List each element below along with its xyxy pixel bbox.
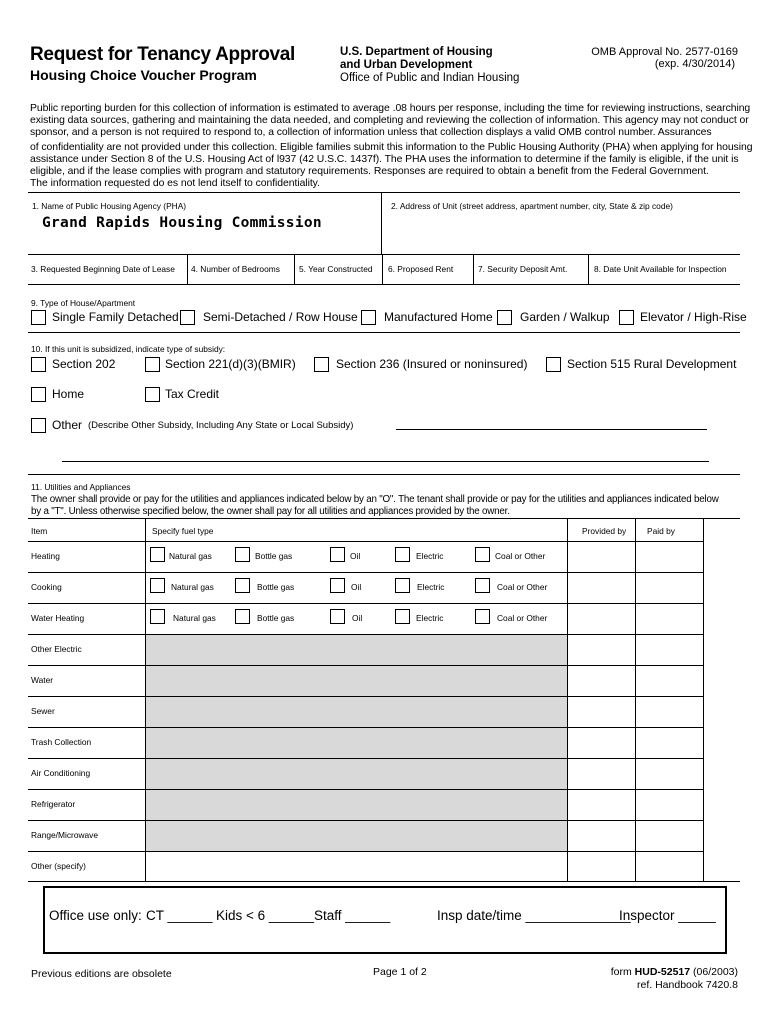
fuel-label: Oil [350, 551, 361, 561]
page-number: Page 1 of 2 [373, 966, 427, 978]
divider [382, 254, 383, 284]
item-label: Range/Microwave [31, 830, 99, 840]
table-row-divider [28, 603, 704, 604]
manufactured-home-checkbox[interactable] [361, 310, 376, 325]
fuel-checkbox[interactable] [330, 578, 345, 593]
divider [381, 192, 382, 254]
form-number: HUD-52517 [634, 966, 691, 978]
office-insp-date-field[interactable]: Insp date/time ______________ [437, 908, 631, 923]
confidentiality-last-line: The information requested do es not lend itself to confidentiality. [30, 178, 320, 189]
office-use-label: Office use only: [49, 908, 142, 923]
column-header-paid-by: Paid by [647, 526, 675, 536]
item-label: Trash Collection [31, 737, 92, 747]
home-label: Home [52, 387, 85, 401]
utilities-instructions-1: The owner shall provide or pay for the utilities and appliances indicated below by an "O". The tenant shall provide or pay for the utilities and appliances indicated below [31, 494, 719, 505]
item-label: Heating [31, 551, 60, 561]
fuel-label: Coal or Other [497, 613, 548, 623]
fuel-checkbox[interactable] [150, 547, 165, 562]
table-row-divider [28, 541, 704, 542]
office-kids-field[interactable]: Kids < 6 ______ [216, 908, 314, 923]
item-label: Refrigerator [31, 799, 76, 809]
confidentiality-paragraph: of confidentiality are not provided under this collection. Eligible families submit this information to the Public Housing Authority (PHA) when applying for housing assistance under Section 8 of the U.S. Housing Act of l937 (42 U.S.C. 1437f). The PHA uses the information to determine if the family is eligible, if the unit is eligible, and if the lease complies with program and statutory requirements. Responses are required to obtain a benefit from the Federal Government. [30, 142, 753, 177]
divider [28, 474, 740, 475]
department-line-3: Office of Public and Indian Housing [340, 72, 520, 84]
divider [294, 254, 295, 284]
other-subsidy-checkbox[interactable] [31, 418, 46, 433]
other-subsidy-description: (Describe Other Subsidy, Including Any State or Local Subsidy) [88, 420, 354, 431]
table-row-divider [28, 758, 704, 759]
fuel-checkbox[interactable] [395, 578, 410, 593]
column-header-fuel: Specify fuel type [152, 526, 214, 536]
section-236-checkbox[interactable] [314, 357, 329, 372]
item-label: Other (specify) [31, 861, 86, 871]
item-label: Air Conditioning [31, 768, 91, 778]
form-date: (06/2003) [690, 966, 738, 978]
form-title: Request for Tenancy Approval [30, 44, 296, 65]
fuel-label: Bottle gas [257, 582, 295, 592]
semi-detached-checkbox[interactable] [180, 310, 195, 325]
table-row-divider [28, 696, 704, 697]
fuel-label: Bottle gas [257, 613, 295, 623]
item-label: Water Heating [31, 613, 85, 623]
divider [187, 254, 188, 284]
fuel-label: Coal or Other [497, 582, 548, 592]
table-row-divider [28, 665, 704, 666]
divider [588, 254, 589, 284]
fuel-label: Electric [416, 613, 444, 623]
column-header-item: Item [31, 526, 48, 536]
divider [28, 254, 740, 255]
fuel-label: Electric [416, 551, 444, 561]
tax-credit-checkbox[interactable] [145, 387, 160, 402]
pha-name-value[interactable]: Grand Rapids Housing Commission [42, 215, 322, 231]
fuel-checkbox[interactable] [235, 547, 250, 562]
office-inspector-field[interactable]: Inspector _____ [619, 908, 716, 923]
item-label: Cooking [31, 582, 62, 592]
divider [28, 332, 740, 333]
elevator-highrise-label: Elevator / High-Rise [640, 310, 747, 324]
fuel-label: Oil [351, 582, 362, 592]
table-bottom-divider [28, 881, 740, 882]
fuel-checkbox[interactable] [235, 578, 250, 593]
fuel-label: Bottle gas [255, 551, 293, 561]
office-ct-field[interactable]: CT ______ [146, 908, 213, 923]
field-8-label: 8. Date Unit Available for Inspection [594, 264, 727, 274]
other-subsidy-input-line[interactable] [396, 429, 707, 430]
field-2-label: 2. Address of Unit (street address, apartment number, city, State & zip code) [391, 201, 673, 211]
field-1-label: 1. Name of Public Housing Agency (PHA) [32, 201, 187, 211]
item-label: Other Electric [31, 644, 82, 654]
section-236-label: Section 236 (Insured or noninsured) [336, 357, 528, 371]
divider [473, 254, 474, 284]
field-3-label: 3. Requested Beginning Date of Lease [31, 264, 175, 274]
garden-walkup-label: Garden / Walkup [520, 310, 610, 324]
field-11-label: 11. Utilities and Appliances [31, 482, 131, 492]
field-10-label: 10. If this unit is subsidized, indicate type of subsidy: [31, 344, 226, 354]
semi-detached-label: Semi-Detached / Row House [203, 310, 358, 324]
other-subsidy-input-line-2[interactable] [62, 461, 709, 462]
field-9-label: 9. Type of House/Apartment [31, 298, 136, 308]
elevator-highrise-checkbox[interactable] [619, 310, 634, 325]
office-staff-field[interactable]: Staff ______ [314, 908, 391, 923]
table-row-divider [28, 634, 704, 635]
fuel-checkbox[interactable] [475, 578, 490, 593]
item-label: Sewer [31, 706, 55, 716]
tax-credit-label: Tax Credit [165, 387, 220, 401]
fuel-label: Coal or Other [495, 551, 546, 561]
handbook-reference: ref. Handbook 7420.8 [637, 979, 738, 991]
section-202-label: Section 202 [52, 357, 116, 371]
department-line-1: U.S. Department of Housing [340, 46, 493, 58]
section-221-checkbox[interactable] [145, 357, 160, 372]
garden-walkup-checkbox[interactable] [497, 310, 512, 325]
divider [28, 192, 740, 193]
obsolete-notice: Previous editions are obsolete [31, 968, 172, 980]
burden-paragraph: Public reporting burden for this collection of information is estimated to average .08 hours per response, including the time for reviewing instructions, searching existing data sources, gathering and maintaining the data needed, and completing and reviewing the collection of information. This agency may not conduct or sponsor, and a person is not required to respond to, a collection of information unless that collection displays a valid OMB control number. Assurances [30, 103, 751, 138]
omb-approval: OMB Approval No. 2577-0169 [591, 46, 738, 58]
fuel-checkbox[interactable] [150, 578, 165, 593]
column-header-provided-by: Provided by [582, 526, 627, 536]
fuel-checkbox[interactable] [235, 609, 250, 624]
field-5-label: 5. Year Constructed [299, 264, 373, 274]
fuel-checkbox[interactable] [475, 547, 490, 562]
fuel-label: Natural gas [173, 613, 216, 623]
fuel-label: Oil [352, 613, 363, 623]
fuel-checkbox[interactable] [330, 609, 345, 624]
omb-expiration: (exp. 4/30/2014) [654, 58, 735, 70]
form-subtitle: Housing Choice Voucher Program [30, 67, 257, 83]
section-221-label: Section 221(d)(3)(BMIR) [165, 357, 296, 371]
table-row-divider [28, 789, 704, 790]
section-515-label: Section 515 Rural Development [567, 357, 737, 371]
fuel-label: Natural gas [171, 582, 214, 592]
section-515-checkbox[interactable] [546, 357, 561, 372]
field-4-label: 4. Number of Bedrooms [191, 264, 280, 274]
fuel-label: Natural gas [169, 551, 212, 561]
fuel-checkbox[interactable] [475, 609, 490, 624]
table-row-divider [28, 572, 704, 573]
utilities-instructions-2: by a "T". Unless otherwise specified below, the owner shall pay for all utilities and appliances provided by the owner. [31, 506, 510, 517]
fuel-checkbox[interactable] [395, 609, 410, 624]
table-row-divider [28, 820, 704, 821]
table-row-divider [28, 851, 704, 852]
form-prefix: form [610, 966, 635, 978]
single-family-label: Single Family Detached [52, 310, 179, 324]
table-row-divider [28, 727, 704, 728]
department-line-2: and Urban Development [340, 59, 473, 71]
home-checkbox[interactable] [31, 387, 46, 402]
field-7-label: 7. Security Deposit Amt. [478, 264, 568, 274]
field-6-label: 6. Proposed Rent [388, 264, 454, 274]
form-number-line [611, 966, 738, 978]
manufactured-home-label: Manufactured Home [384, 310, 493, 324]
single-family-checkbox[interactable] [31, 310, 46, 325]
shaded-area [146, 635, 567, 851]
item-label: Water [31, 675, 54, 685]
fuel-checkbox[interactable] [150, 609, 165, 624]
section-202-checkbox[interactable] [31, 357, 46, 372]
other-subsidy-label: Other [52, 418, 83, 432]
fuel-checkbox[interactable] [330, 547, 345, 562]
fuel-checkbox[interactable] [395, 547, 410, 562]
divider [28, 518, 740, 519]
fuel-label: Electric [417, 582, 445, 592]
divider [28, 284, 740, 285]
